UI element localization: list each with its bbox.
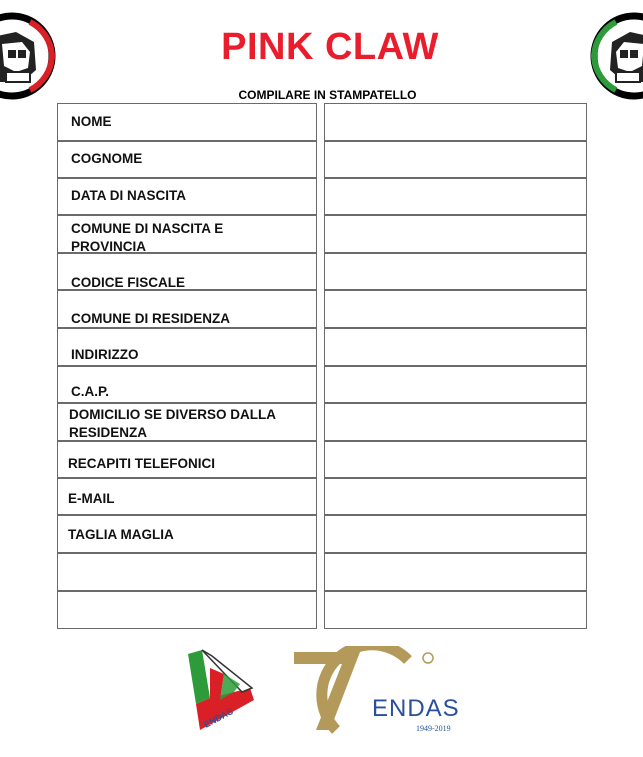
endas-logo: [180, 648, 260, 741]
anniversary-years: 1949-2019: [416, 724, 451, 733]
label-cell: [57, 478, 317, 515]
label-cell: [57, 328, 317, 366]
form-instructions: COMPILARE IN STAMPATELLO: [238, 88, 417, 102]
recapiti-telefonici-input[interactable]: [324, 441, 587, 478]
registration-form: [57, 103, 588, 629]
field-label: COMUNE DI RESIDENZA: [71, 311, 231, 326]
label-cell: [57, 178, 317, 215]
label-cell: [57, 253, 317, 290]
label-cell: [57, 553, 317, 591]
form-row-comune-nascita: [57, 215, 588, 253]
field-label: DOMICILIO SE DIVERSO DALLA: [69, 407, 277, 422]
label-cell: [57, 141, 317, 178]
form-row-data-nascita: [57, 178, 588, 215]
form-row-empty-2: [57, 591, 588, 629]
field-label: CODICE FISCALE: [71, 275, 186, 290]
form-row-cognome: [57, 141, 588, 178]
footer-logos: [0, 640, 643, 740]
endas-70-anniversary-logo-icon: [290, 646, 460, 736]
cognome-input[interactable]: [324, 141, 587, 178]
form-row-domicilio: [57, 403, 588, 441]
form-row-recapiti: [57, 441, 588, 478]
codice-fiscale-input[interactable]: [324, 253, 587, 290]
label-cell: [57, 515, 317, 553]
form-row-indirizzo: [57, 328, 588, 366]
page-title: PINK CLAW: [221, 26, 439, 68]
form-row-taglia-maglia: [57, 515, 588, 553]
field-label: C.A.P.: [71, 384, 110, 399]
field-label: RECAPITI TELEFONICI: [68, 456, 216, 471]
domicilio-input[interactable]: [324, 403, 587, 441]
label-cell: [57, 290, 317, 328]
label-cell: [57, 366, 317, 403]
cap-input[interactable]: [324, 366, 587, 403]
field-label: COMUNE DI NASCITA E: [71, 221, 224, 236]
field-label-line2: PROVINCIA: [71, 239, 147, 254]
label-cell: [57, 403, 317, 441]
form-row-email: [57, 478, 588, 515]
form-row-nome: [57, 103, 588, 141]
endas-triangle-logo-icon: [180, 648, 260, 736]
email-input[interactable]: [324, 478, 587, 515]
comune-residenza-input[interactable]: [324, 290, 587, 328]
empty-input-1[interactable]: [324, 553, 587, 591]
form-row-comune-residenza: [57, 290, 588, 328]
endas-label: ENDAS: [202, 706, 235, 730]
form-row-codice-fiscale: [57, 253, 588, 290]
data-nascita-input[interactable]: [324, 178, 587, 215]
field-label: E-MAIL: [68, 491, 115, 506]
field-label-line2: RESIDENZA: [69, 425, 148, 440]
endas-anniversary-logo: [290, 646, 460, 741]
nome-input[interactable]: [324, 103, 587, 141]
form-row-empty-1: [57, 553, 588, 591]
field-label: COGNOME: [71, 151, 143, 166]
field-label: TAGLIA MAGLIA: [68, 527, 174, 542]
label-cell: [57, 215, 317, 253]
indirizzo-input[interactable]: [324, 328, 587, 366]
label-cell: [57, 103, 317, 141]
field-label: INDIRIZZO: [71, 347, 139, 362]
comune-nascita-input[interactable]: [324, 215, 587, 253]
field-label: DATA DI NASCITA: [71, 188, 186, 203]
label-cell: [57, 441, 317, 478]
empty-input-2[interactable]: [324, 591, 587, 629]
taglia-maglia-input[interactable]: [324, 515, 587, 553]
label-cell: [57, 591, 317, 629]
endas-wordmark: ENDAS: [372, 695, 460, 722]
field-label: NOME: [71, 114, 112, 129]
form-row-cap: [57, 366, 588, 403]
